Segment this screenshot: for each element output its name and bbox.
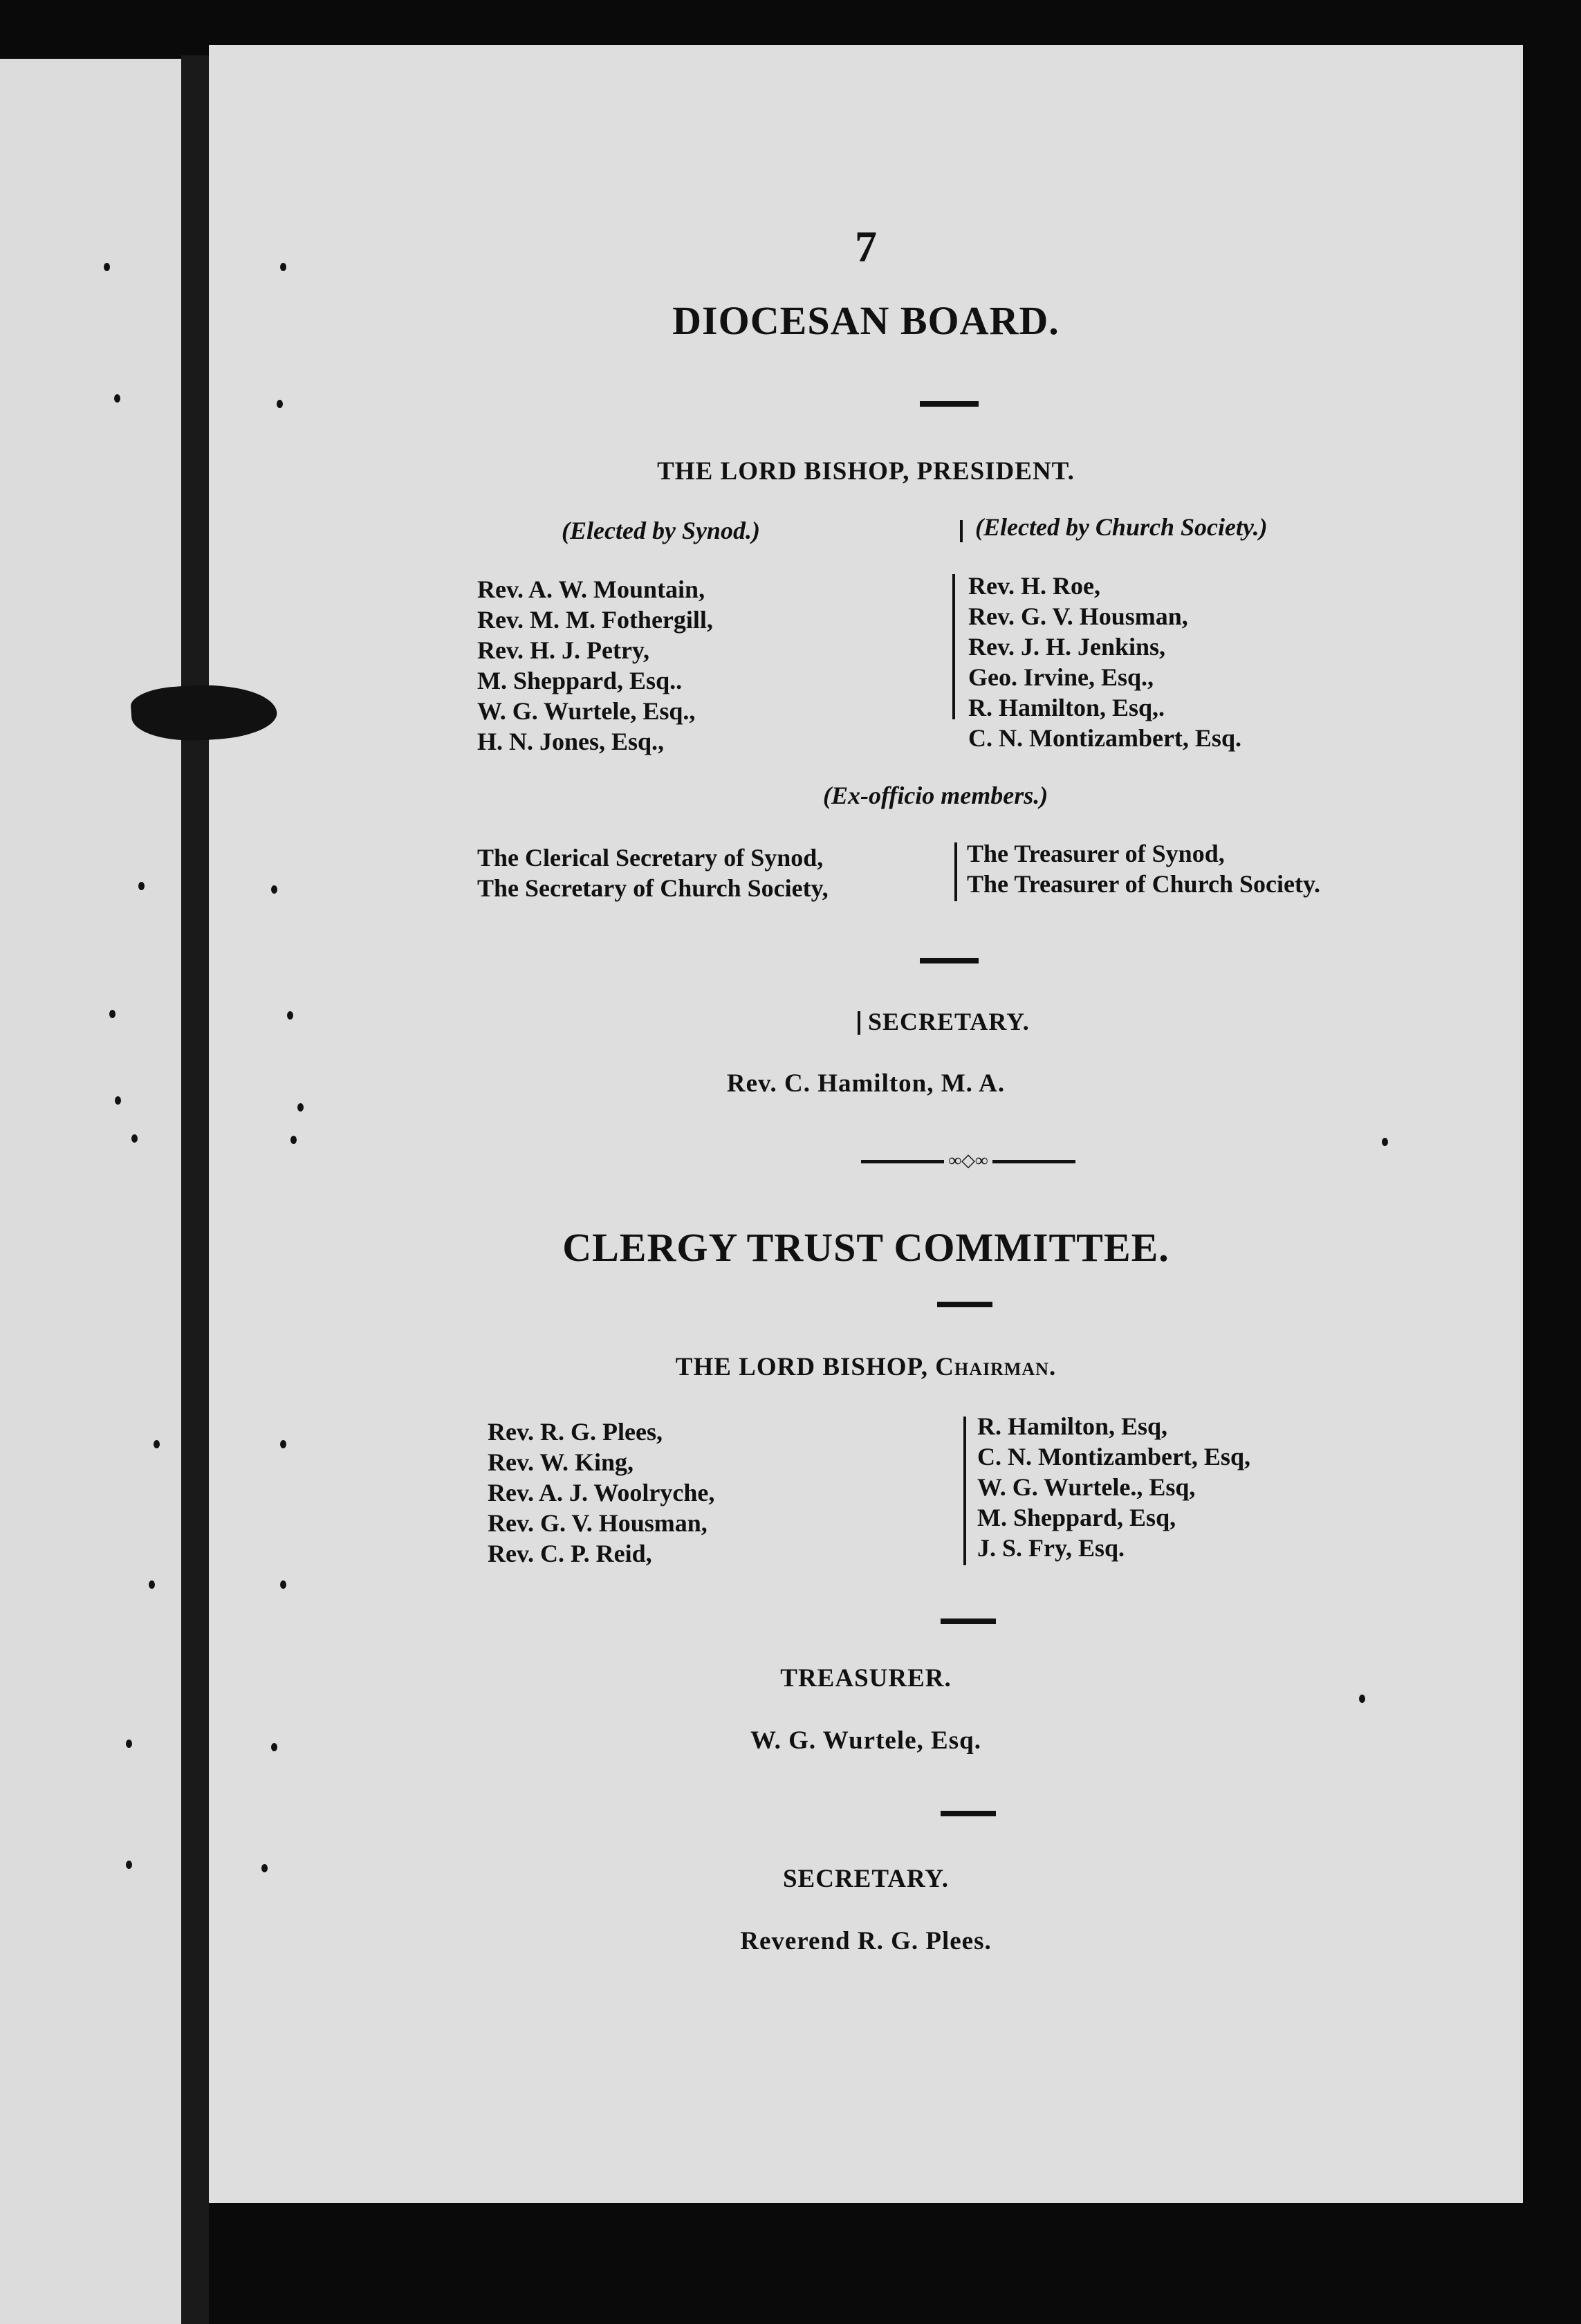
margin-speck	[126, 1740, 132, 1748]
church-society-member: C. N. Montizambert, Esq.	[968, 724, 1241, 752]
synod-member: H. N. Jones, Esq.,	[477, 728, 665, 755]
margin-speck	[115, 1096, 121, 1105]
board-secretary-heading: SECRETARY.	[868, 1008, 1030, 1035]
divider-rule	[941, 1618, 996, 1624]
margin-speck	[1382, 1138, 1388, 1146]
church-society-member: Geo. Irvine, Esq.,	[968, 663, 1154, 691]
committee-member: W. G. Wurtele., Esq,	[977, 1473, 1196, 1501]
margin-speck	[104, 263, 110, 271]
margin-speck	[280, 1580, 286, 1589]
committee-secretary-name: Reverend R. G. Plees.	[740, 1927, 992, 1955]
divider-rule	[937, 1302, 992, 1307]
elected-by-church-society-label: (Elected by Church Society.)	[975, 513, 1268, 541]
margin-speck	[287, 1011, 293, 1020]
committee-member: R. Hamilton, Esq,	[977, 1412, 1168, 1440]
synod-member: Rev. M. M. Fothergill,	[477, 606, 713, 634]
committee-member: Rev. A. J. Woolryche,	[488, 1479, 715, 1506]
chairman-line	[209, 1352, 1523, 1382]
diocesan-board-title: DIOCESAN BOARD.	[672, 298, 1060, 343]
chairman-prefix: THE LORD BISHOP,	[675, 1353, 936, 1381]
synod-member: W. G. Wurtele, Esq.,	[477, 697, 696, 725]
ex-officio-member: The Clerical Secretary of Synod,	[477, 844, 824, 872]
ex-officio-label: (Ex-officio members.)	[823, 782, 1048, 809]
margin-speck	[290, 1136, 297, 1144]
column-divider	[954, 842, 957, 901]
church-society-member: R. Hamilton, Esq,.	[968, 694, 1165, 721]
president-line: THE LORD BISHOP, PRESIDENT.	[657, 457, 1075, 486]
ex-officio-member: The Treasurer of Synod,	[967, 840, 1225, 867]
treasurer-heading: TREASURER.	[780, 1664, 952, 1693]
ex-officio-member: The Treasurer of Church Society.	[967, 870, 1321, 898]
ex-officio-member: The Secretary of Church Society,	[477, 874, 829, 902]
committee-member: C. N. Montizambert, Esq,	[977, 1443, 1250, 1470]
committee-member: Rev. W. King,	[488, 1448, 634, 1476]
ornamental-divider: ∞◇∞	[861, 1154, 1075, 1168]
margin-speck	[126, 1861, 132, 1869]
margin-speck	[154, 1440, 160, 1448]
committee-member: Rev. R. G. Plees,	[488, 1418, 663, 1446]
treasurer-name: W. G. Wurtele, Esq.	[750, 1726, 981, 1755]
bracket-mark	[858, 1011, 860, 1035]
church-society-member: Rev. G. V. Housman,	[968, 602, 1188, 630]
committee-member: Rev. C. P. Reid,	[488, 1540, 652, 1567]
synod-member: Rev. A. W. Mountain,	[477, 575, 705, 603]
column-divider	[960, 520, 963, 542]
elected-by-synod-label: (Elected by Synod.)	[562, 517, 760, 544]
margin-speck	[280, 1440, 286, 1448]
scan-background	[209, 2203, 1581, 2318]
margin-speck	[109, 1010, 115, 1018]
margin-speck	[114, 394, 120, 403]
committee-secretary-heading: SECRETARY.	[782, 1865, 950, 1893]
church-society-member: Rev. H. Roe,	[968, 572, 1100, 600]
margin-speck	[138, 882, 145, 890]
column-divider	[952, 574, 955, 719]
committee-member: Rev. G. V. Housman,	[488, 1509, 708, 1537]
facing-page-edge	[0, 59, 181, 2324]
chairman-suffix: Chairman.	[935, 1353, 1057, 1381]
divider-rule	[920, 401, 979, 407]
committee-member: M. Sheppard, Esq,	[977, 1504, 1176, 1531]
book-spine	[181, 55, 209, 2324]
margin-speck	[271, 885, 277, 894]
committee-member: J. S. Fry, Esq.	[977, 1534, 1125, 1562]
margin-speck	[1359, 1695, 1365, 1703]
margin-speck	[277, 400, 283, 408]
clergy-trust-committee-title: CLERGY TRUST COMMITTEE.	[562, 1225, 1169, 1270]
synod-member: Rev. H. J. Petry,	[477, 636, 649, 664]
margin-speck	[149, 1580, 155, 1589]
board-secretary-name: Rev. C. Hamilton, M. A.	[726, 1069, 1006, 1098]
synod-member: M. Sheppard, Esq..	[477, 667, 683, 694]
page-number: 7	[855, 222, 877, 271]
margin-speck	[297, 1103, 304, 1112]
church-society-member: Rev. J. H. Jenkins,	[968, 633, 1166, 661]
margin-speck	[131, 1134, 138, 1143]
divider-rule	[920, 958, 979, 963]
divider-rule	[941, 1811, 996, 1816]
column-divider	[963, 1417, 966, 1565]
